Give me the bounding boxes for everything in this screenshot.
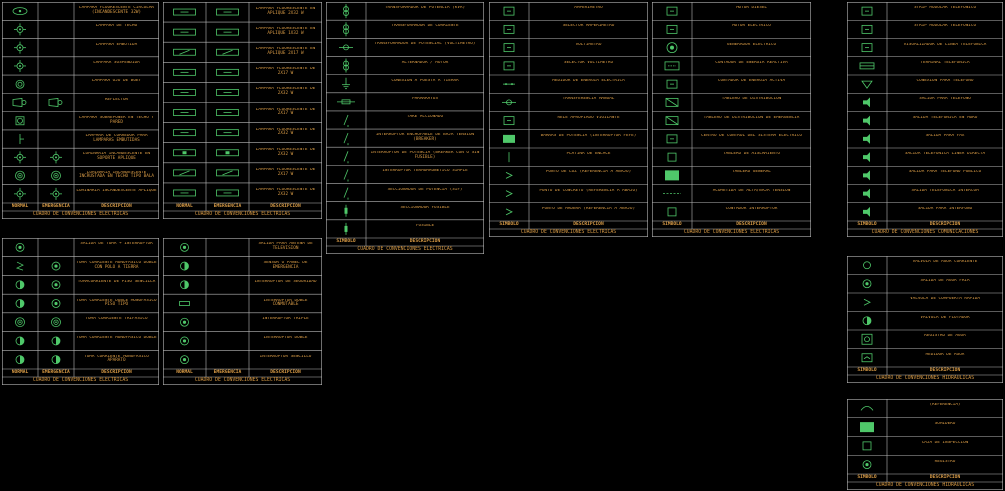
box-tel-icon: [862, 7, 872, 15]
symbol-description: CENTRO DE CONTROL DEL SISTEMA ELECTRICO: [701, 133, 802, 138]
symbol-description: CONTADOR DE ENERGIA REACTIVA: [715, 60, 788, 65]
fluor-icon: [217, 69, 239, 75]
symbol-description: TERMINAL TELEFONICA: [920, 60, 970, 65]
symbol-description: SALIDA TELEFONICA INTERCOM: [911, 188, 979, 193]
column-header: SIMBOLO: [857, 368, 877, 373]
box-a-icon: [504, 7, 514, 15]
arrow-icon: [864, 299, 870, 305]
symbol-description: AMPERIMETRO: [574, 6, 603, 11]
column-header: NORMAL: [11, 370, 29, 375]
symbol-description: REGISTRO DE AGUA: [924, 334, 966, 339]
table-caption: CUADRO DE CONVENCIONES ELECTRICAS: [357, 247, 453, 252]
column-header: DESCRIPCION: [929, 368, 961, 373]
starburst-icon: [50, 151, 62, 163]
fluor-icon: [217, 29, 239, 35]
column-header: SIMBOLO: [336, 239, 356, 244]
symbol-description: SALIDA TELEFONICA EN MURO: [912, 115, 978, 120]
column-header: DESCRIPCION: [736, 222, 767, 227]
table-caption: CUADRO DE CONVENCIONES ELECTRICAS: [194, 212, 291, 217]
line-dots-icon: [503, 83, 515, 85]
triangle-icon: [862, 81, 872, 88]
dot-circle-icon: [181, 318, 189, 326]
switch-diag-icon: [344, 115, 348, 127]
column-header: NORMAL: [176, 370, 193, 375]
symbol-description: SELECTOR VOLTIMETRO: [563, 60, 614, 65]
ring-icon: [16, 171, 25, 180]
legend-table: [2, 238, 159, 385]
starburst-icon: [14, 42, 26, 54]
symbol-description: LAMPARA OJO DE BUEY: [91, 79, 142, 84]
half-circle-icon: [52, 337, 60, 345]
symbol-description: LUMINARIA INCANDESCENTE APLIQUE: [76, 188, 157, 193]
fuse-icon: [345, 205, 348, 217]
box-tick-icon: [862, 354, 872, 362]
symbol-description: TABLERO GENERAL: [732, 170, 771, 175]
symbol-description: CONEXION PARA TELEFONO: [916, 79, 974, 84]
starburst-icon: [14, 60, 26, 72]
symbol-description: PARARRAYOS: [412, 96, 438, 101]
legend-table: [163, 2, 322, 219]
symbol-description: SALIDA PARA ANTENA DE TELEVISION: [258, 242, 313, 252]
symbol-description: SECCIONADOR FUSIBLE: [400, 205, 450, 210]
legend-table: [489, 2, 648, 237]
fluor-diag-icon: [174, 170, 196, 176]
legend-table: [2, 2, 159, 219]
fluor-icon: [174, 9, 196, 15]
fluor-diag-icon: [217, 49, 239, 55]
symbol-description: TOMA CORRIENTE MONOFASICO DOBLE CON POLO A TIERRA: [76, 261, 157, 270]
symbol-description: INTERRUPTOR DE POTENCIA (BREAKER CON O SIN FUSIBLE): [370, 151, 480, 161]
arrow-icon: [506, 172, 512, 178]
speaker-icon: [863, 170, 870, 180]
switch-s-icon: [17, 262, 23, 270]
column-header: DESCRIPCION: [101, 370, 132, 375]
symbol-description: LAMPARA FLUORESCENTE EN APLIQUE 1X32 W: [255, 27, 316, 36]
symbol-description: LAMPARA FLUORESCENTE DE 2X32 W: [255, 147, 316, 157]
symbol-description: PLATINA DE ENLACE: [566, 152, 611, 157]
table-caption: CUADRO DE CONVENCIONES HIDRAULICAS: [875, 376, 975, 381]
fluor-icon: [217, 190, 239, 196]
symbol-description: GENERADOR ELECTRICO: [726, 42, 777, 47]
dot-circle-icon: [181, 356, 189, 364]
box-u-icon: [504, 117, 514, 125]
fluor-icon: [217, 89, 239, 95]
symbol-description: INTERRUPTOR TRIPLE: [262, 317, 309, 322]
box-tel-icon: [862, 25, 872, 33]
circle-line-icon: [502, 100, 516, 105]
transformer-icon: [344, 22, 349, 36]
symbol-description: SALIDA TELEFONICA LINEA DIRECTA: [904, 152, 986, 157]
symbol-description: ALTERNADOR / MOTOR: [401, 60, 449, 65]
speaker-icon: [863, 207, 870, 217]
transformer-icon: [344, 4, 349, 18]
symbol-description: VISUALIZADOR DE LINEA TELEFONICA: [903, 42, 987, 47]
reflector-icon: [49, 99, 62, 107]
wall-lamp-icon: [20, 134, 24, 144]
symbol-description: LAMPARA FLUORESCENTE DE 2X32 W: [255, 127, 316, 137]
symbol-description: TRANSFERENCIA MANUAL: [562, 97, 615, 102]
symbol-description: TABLERO DE DISTRIBUCION: [721, 97, 782, 102]
table-caption: CUADRO DE CONVENCIONES ELECTRICAS: [683, 230, 780, 235]
symbol-description: INTERRUPTOR TERMOMAGNETICO SIMPLE: [382, 169, 468, 174]
symbol-description: LAMPARA SOBREPONER EN TECHO Y PARED: [78, 115, 155, 125]
column-header: EMERGENCIA: [213, 370, 242, 375]
switch-diag-icon: [344, 188, 348, 200]
fluor-bar-icon: [217, 150, 239, 156]
symbol-description: LAMPARA FLUORESCENTE DE 2X17 W: [255, 167, 316, 177]
column-header: EMERGENCIA: [213, 204, 242, 209]
symbol-description: SALIDA DE TOMA + INTERRUPTOR: [80, 242, 153, 247]
column-header: EMERGENCIA: [42, 370, 70, 375]
ring-icon: [52, 171, 61, 180]
half-circle-icon: [863, 317, 871, 325]
legend-grid: [2, 2, 159, 219]
switch-diag-icon: [344, 151, 348, 163]
box-ms-icon: [667, 7, 677, 15]
symbol-description: LAMPARA FLUORESCENTE CIRCULAR (INCANDESCENTE 32W): [78, 6, 155, 15]
half-circle-icon: [16, 300, 24, 308]
symbol-description: VALVULA DE COMPUERTA RAPIDA: [910, 297, 980, 302]
box-solid-icon: [860, 422, 874, 432]
speaker-icon: [863, 97, 870, 107]
column-header: SIMBOLO: [499, 222, 519, 227]
fluor-icon: [217, 110, 239, 116]
fluor-diag-icon: [217, 170, 239, 176]
symbol-description: VALVULA DE AGUA CORRIENTE: [912, 260, 978, 265]
box-sm-icon: [668, 208, 676, 216]
half-circle-icon: [16, 281, 24, 289]
starburst-icon: [14, 188, 26, 200]
box-v-icon: [504, 44, 514, 52]
symbol-description: CONTADOR INTERRUPTOR: [725, 206, 778, 211]
half-circle-icon: [52, 356, 60, 364]
symbol-description: TRANSFORMADOR DE POTENCIAL (VOLTIMETRO): [374, 42, 476, 47]
legend-table: [652, 2, 811, 237]
rect-sm-icon: [180, 302, 190, 306]
symbol-description: TABLERO DE DISTRIBUCION DE EMERGENCIA: [703, 115, 800, 120]
starburst-icon: [50, 188, 62, 200]
table-caption: CUADRO DE CONVENCIONES ELECTRICAS: [520, 230, 617, 235]
dot-circle-icon: [52, 281, 60, 289]
symbol-description: LAMPARA FLUORESCENTE DE 2X32 W: [255, 187, 316, 197]
box-dash-icon: [665, 62, 679, 70]
symbol-description: SENSOR O PANEL DE EMERGENCIA: [263, 261, 308, 270]
symbol-description: TOMA CORRIENTE DOBLE MONOFASICO PISO TIPO: [76, 298, 157, 308]
column-header: DESCRIPCION: [409, 239, 441, 244]
box-empty-icon: [668, 153, 676, 161]
table-caption: CUADRO DE CONVENCIONES ELECTRICAS: [32, 378, 129, 383]
symbol-description: PUNTO DE CONCRETO (REFERENCIA A ABAJO): [539, 188, 638, 193]
symbol-description: FUSIBLE: [415, 223, 435, 228]
symbol-description: LAMPARA FLUORESCENTE DE 2X32 W: [255, 87, 316, 97]
legend-table: [163, 238, 322, 385]
symbol-description: TAKE ACCIONADO: [406, 115, 444, 119]
symbol-description: LAMPARA FLUORESCENTE DE 2X17 W: [255, 67, 316, 77]
half-circle-icon: [16, 337, 24, 345]
fluor-icon: [174, 69, 196, 75]
symbol-description: INTERRUPTOR SENCILLO: [259, 354, 312, 359]
fluor-icon: [174, 29, 196, 35]
symbol-description: SELECTOR AMPERIMETRO: [562, 24, 615, 29]
reflector-icon: [13, 99, 26, 107]
symbol-description: LAMPARA FLUORESCENTE EN APLIQUE 2X17 W: [255, 47, 316, 57]
symbol-description: LAMPARA SUSPENDIDA: [93, 60, 140, 65]
column-header: DESCRIPCION: [929, 475, 961, 480]
symbol-description: TOMA CORRIENTE MONOFASICO APARATO: [84, 354, 149, 364]
symbol-description: TOMACORRIENTE DE PISO SENCILLA: [77, 279, 156, 284]
table-caption: CUADRO DE CONVENCIONES HIDRAULICAS: [875, 483, 975, 488]
legend-table: [847, 256, 1003, 383]
half-circle-icon: [16, 356, 24, 364]
symbol-description: RELE APROPIADO VIGILANTE: [557, 115, 620, 120]
ring-icon: [16, 318, 25, 327]
column-header: SIMBOLO: [857, 475, 877, 480]
gen-line-icon: [339, 45, 353, 50]
fuse-icon: [345, 223, 348, 235]
symbol-description: STRIP MODULAR TELEFONICO: [913, 6, 977, 11]
symbol-description: LUMINARIA INCANDESCENTE EN SOPORTE APLIQUE: [82, 152, 151, 162]
symbol-description: PUNTO DE LUZ (REFERENCIA A ABAJO): [545, 170, 632, 175]
column-header: SIMBOLO: [662, 222, 682, 227]
symbol-description: TABLERO DE AISLAMIENTO: [723, 152, 780, 157]
box-a-icon: [504, 25, 514, 33]
box-circle-icon: [862, 334, 872, 344]
symbol-description: INTERRUPTOR DE SEGURIDAD: [254, 279, 317, 284]
starburst-icon: [14, 151, 26, 163]
resistor-icon: [337, 100, 355, 104]
symbol-description: REGISTRO: [934, 459, 956, 464]
symbol-description: SALIDA PARA TELEFONO: [919, 97, 971, 102]
symbol-description: INTERRUPTOR DOBLE: [263, 335, 308, 340]
symbol-description: SECCIONADOR DE POTENCIA (SIF): [387, 187, 463, 192]
box-diag-icon: [666, 117, 678, 125]
box-vr-icon: [862, 44, 872, 52]
box-m-icon: [667, 25, 677, 33]
symbol-description: VALVULA DE FLOTADOR: [920, 315, 970, 320]
symbol-description: SALIDA DE AGUA FRIA: [920, 278, 970, 283]
column-header: SIMBOLO: [857, 222, 877, 227]
symbol-description: LAMPARA FLUORESCENTE DE 2X17 W: [255, 107, 316, 117]
switch-diag-icon: [344, 133, 348, 145]
box-diag-icon: [666, 98, 678, 106]
symbol-description: TOMA CORRIENTE TRIFASICO: [85, 317, 148, 322]
symbol-description: LAMPARA DE TECHO: [95, 24, 138, 29]
transformer-icon: [344, 59, 349, 73]
symbol-description: VOLTIMETRO: [575, 42, 602, 47]
symbol-description: TOMA CORRIENTE MONOFASICO DOBLE: [76, 335, 157, 340]
fluor-icon: [174, 130, 196, 136]
symbol-description: LUMINARIA INCANDESCENTE INCRUSTADA EN TECHO TIPO BALA: [78, 170, 155, 180]
column-header: DESCRIPCION: [929, 222, 961, 227]
half-circle-icon: [181, 262, 189, 270]
speaker-icon: [863, 152, 870, 162]
circle-icon: [864, 262, 871, 269]
fluor-diag-icon: [174, 49, 196, 55]
symbol-description: ACOMETIDA DE ALTA/BAJA TENSION: [712, 188, 791, 193]
symbol-description: SALIDA PARA FAX: [925, 133, 965, 138]
starburst-icon: [14, 23, 26, 35]
symbol-description: LAMPARA FLUORESCENTE EN APLIQUE 2X32 W: [255, 7, 316, 16]
column-header: DESCRIPCION: [270, 204, 301, 209]
dot-circle-icon: [181, 337, 189, 345]
symbol-description: MOTOR DIESEL: [735, 6, 768, 11]
symbol-description: MEDIDOR DE ENERGIA ELECTRICA: [552, 79, 625, 84]
speaker-icon: [863, 116, 870, 126]
symbol-description: SALIDA PARA TELEFONO PUBLICO: [908, 170, 982, 175]
symbol-description: SUMIDERO: [934, 422, 956, 427]
symbol-description: TRANSFORMADOR DE POTENCIA (KVA): [384, 6, 466, 11]
symbol-description: TRANSFORMADOR DE CORRIENTE: [391, 24, 459, 29]
fluor-icon: [217, 130, 239, 136]
dot-circle-icon: [52, 300, 60, 308]
fluor-icon: [174, 190, 196, 196]
table-caption: CUADRO DE CONVENCIONES ELECTRICAS: [32, 212, 129, 217]
arrow-icon: [506, 209, 512, 215]
symbol-description: REFLECTOR: [104, 97, 129, 102]
symbol-description: CONTADOR DE ENERGIA ACTIVA: [717, 79, 786, 84]
symbol-description: BARRAS DE POTENCIA (INTERRUPTOR FEFE): [540, 133, 637, 138]
fluor-icon: [174, 89, 196, 95]
symbol-description: (REFERENCIA): [929, 403, 961, 408]
box-fill-icon: [503, 135, 515, 143]
circle-e-icon: [16, 80, 24, 88]
dot-circle-icon: [181, 243, 189, 251]
ground-icon: [342, 78, 350, 89]
oval-dot-icon: [13, 8, 27, 15]
curve-icon: [861, 406, 873, 410]
column-header: NORMAL: [176, 204, 193, 209]
legend-grid: [326, 2, 484, 254]
symbol-description: MOTOR ELECTRICO: [732, 24, 771, 29]
switch-diag-icon: [344, 169, 348, 181]
symbol-description: CAJA DE INSPECCION: [921, 440, 969, 445]
box-solid-icon: [665, 170, 679, 180]
table-caption: CUADRO DE CONVENCIONES ELECTRICAS: [194, 378, 291, 383]
column-header: DESCRIPCION: [101, 204, 132, 209]
symbol-description: CONEXION A PUESTA A TIERRA: [391, 78, 459, 83]
box-x-icon: [16, 117, 24, 125]
symbol-description: PUNTO DE MADERA (REFERENCIA A ABAJO): [541, 206, 636, 211]
box-q-icon: [667, 135, 677, 143]
speaker-icon: [863, 134, 870, 144]
circle-g-icon: [667, 43, 677, 53]
symbol-description: LAMPARA EMBUTIDA: [95, 42, 138, 47]
fluor-icon: [217, 9, 239, 15]
dot-circle-icon: [863, 280, 871, 288]
column-header: DESCRIPCION: [573, 222, 604, 227]
legend-table: [847, 2, 1003, 237]
box-ef-icon: [667, 80, 677, 88]
box-v-icon: [504, 62, 514, 70]
symbol-description: INTERRUPTOR ENCHUFABLE DE BAJA TENSION (BREAKER): [375, 133, 475, 142]
fluor-icon: [174, 110, 196, 116]
dot-circle-icon: [16, 243, 24, 251]
half-circle-icon: [181, 281, 189, 289]
dot-circle-icon: [52, 262, 60, 270]
table-caption: CUADRO DE CONVENCIONES COMUNICACIONES: [871, 230, 979, 235]
arrow-icon: [506, 191, 512, 197]
box-small-icon: [863, 442, 871, 450]
column-header: EMERGENCIA: [42, 204, 70, 209]
legend-table: [847, 399, 1003, 490]
ring-icon: [52, 318, 61, 327]
legend-table: [326, 2, 484, 254]
column-header: DESCRIPCION: [270, 370, 301, 375]
symbol-description: STRIP MODULAR TELEFONICO: [913, 24, 977, 29]
fluor-bar-icon: [174, 150, 196, 156]
column-header: NORMAL: [11, 204, 29, 209]
speaker-icon: [863, 189, 870, 199]
symbol-description: INTERRUPTOR DOBLE CONMUTABLE: [263, 298, 308, 308]
symbol-description: MEDIDOR DE AGUA: [925, 352, 965, 357]
box-line-icon: [860, 63, 874, 69]
dot-circle-icon: [863, 461, 871, 469]
symbol-description: LAMPARA DE CORREDOR PARA LAMPARAS EMBUTIDAS: [85, 134, 148, 143]
symbol-description: SALIDA PARA INTERFONO: [917, 206, 973, 211]
